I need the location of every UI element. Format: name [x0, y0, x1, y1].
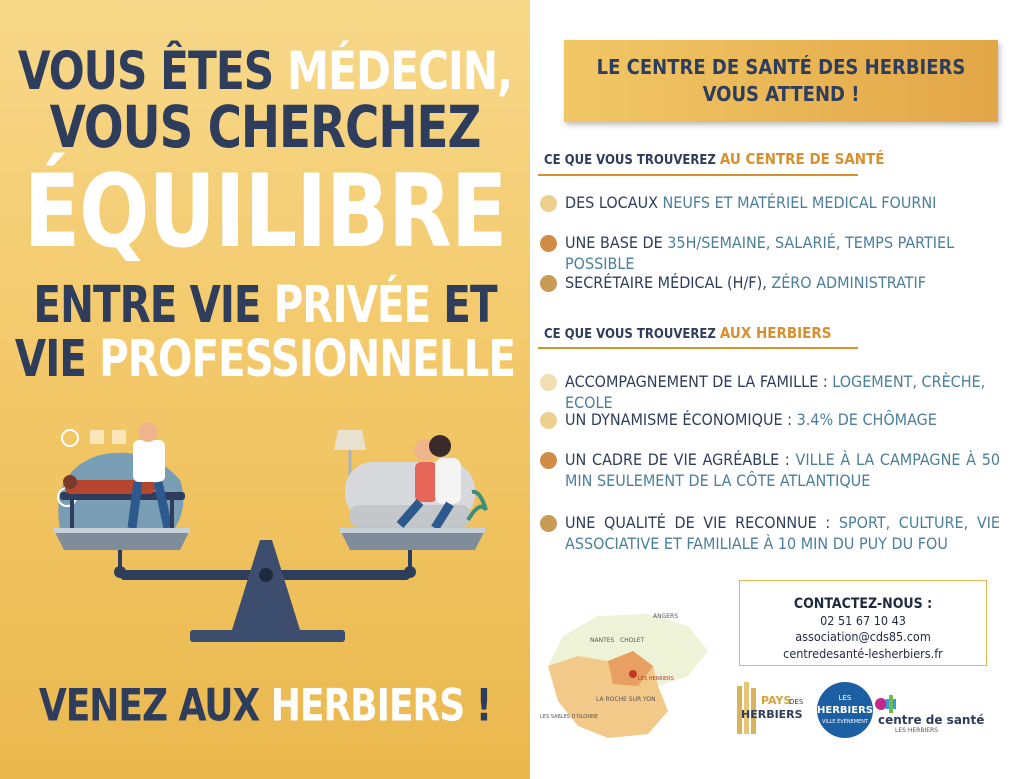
- item-value: ZÉRO ADMINISTRATIF: [771, 273, 926, 292]
- section-title-herbiers: [544, 324, 832, 342]
- headline-highlight: MÉDECIN,: [286, 40, 513, 103]
- les-herbiers-ville-logo: [817, 682, 873, 738]
- item-value: LOGEMENT, CRÈCHE, ECOLE: [565, 372, 986, 412]
- map-label: LES HERBIERS: [638, 676, 674, 682]
- banner-line-1: LE CENTRE DE SANTÉ DES HERBIERS: [596, 55, 966, 79]
- bullet-dot: [540, 515, 557, 532]
- item-label: SECRÉTAIRE MÉDICAL (H/F),: [565, 273, 772, 292]
- headline-text: VOUS ÊTES: [17, 40, 287, 103]
- cta-text: VENEZ AUX: [38, 680, 271, 732]
- bullet-dot: [540, 235, 557, 252]
- list-item: [540, 410, 1000, 431]
- section-title-text: CE QUE VOUS TROUVEREZ: [544, 327, 720, 342]
- bullet-dot: [540, 374, 557, 391]
- call-to-action: [0, 680, 530, 732]
- headline-line-2: VOUS CHERCHEZ: [49, 94, 481, 162]
- cta-highlight: HERBIERS: [270, 680, 465, 732]
- logo-text: PAYS: [761, 694, 792, 707]
- headline-line-4: [0, 274, 530, 335]
- banner: [564, 40, 998, 122]
- map-label: ANGERS: [653, 613, 679, 620]
- contact-phone[interactable]: 02 51 67 10 43: [820, 613, 906, 629]
- logo-text: LES: [838, 694, 852, 702]
- list-item: [540, 513, 1000, 555]
- item-label: ACCOMPAGNEMENT DE LA FAMILLE :: [565, 372, 833, 391]
- logo-text: LES HERBIERS: [895, 727, 938, 734]
- headline-line-1: [0, 40, 530, 103]
- contact-email[interactable]: association@cds85.com: [795, 629, 931, 645]
- contact-box: [739, 580, 987, 666]
- item-value: 35H/SEMAINE, SALARIÉ, TEMPS PARTIEL POSSIBLE: [565, 233, 955, 273]
- partner-logos: [735, 680, 995, 746]
- section-title-centre: [544, 150, 884, 168]
- section-underline: [538, 347, 858, 349]
- headline-text: ET: [430, 274, 497, 335]
- logo-text: HERBIERS: [741, 708, 803, 721]
- list-item: [540, 450, 1000, 492]
- map-label: NANTES: [590, 637, 615, 644]
- list-item: [540, 193, 1000, 214]
- section-title-text: CE QUE VOUS TROUVEREZ: [544, 153, 720, 168]
- bullet-dot: [540, 412, 557, 429]
- item-label: UN DYNAMISME ÉCONOMIQUE :: [565, 410, 797, 429]
- centre-de-sante-logo: [875, 695, 984, 734]
- map-label: LES SABLES D'OLONNE: [540, 714, 598, 720]
- bullet-dot: [540, 452, 557, 469]
- cta-text: !: [464, 680, 492, 732]
- map-label: LA ROCHE SUR YON: [596, 696, 656, 703]
- section-title-accent: AUX HERBIERS: [719, 324, 832, 342]
- headline-highlight: PROFESSIONNELLE: [99, 328, 516, 389]
- map-label: CHOLET: [620, 637, 645, 644]
- contact-title: CONTACTEZ-NOUS :: [793, 596, 933, 612]
- logo-text: centre de santé: [878, 713, 985, 727]
- balance-illustration: [40, 410, 490, 650]
- item-label: UNE QUALITÉ DE VIE RECONNUE :: [565, 513, 839, 532]
- headline-text: ENTRE VIE: [33, 274, 274, 335]
- region-map: [538, 606, 728, 746]
- item-label: UN CADRE DE VIE AGRÉABLE :: [565, 450, 796, 469]
- list-item: [540, 273, 1000, 294]
- logo-text: DES: [789, 698, 804, 706]
- bullet-dot: [540, 195, 557, 212]
- item-label: DES LOCAUX: [565, 193, 663, 212]
- item-value: NEUFS ET MATÉRIEL MEDICAL FOURNI: [662, 193, 937, 212]
- section-title-accent: AU CENTRE DE SANTÉ: [719, 150, 885, 168]
- item-value: 3.4% DE CHÔMAGE: [796, 410, 937, 429]
- headline-line-5: [0, 328, 530, 389]
- pays-des-herbiers-logo: [737, 682, 804, 734]
- headline-text: VIE: [14, 328, 100, 389]
- logo-text: VILLE ÉVÉNEMENT: [821, 719, 869, 725]
- section-underline: [538, 174, 858, 176]
- headline-equilibre: ÉQUILIBRE: [23, 152, 507, 271]
- list-item: [540, 233, 1000, 275]
- banner-line-2: VOUS ATTEND !: [702, 82, 860, 106]
- item-label: UNE BASE DE: [565, 233, 668, 252]
- item-value: VILLE À LA CAMPAGNE À 50 MIN SEULEMENT DE LA CÔTE ATLANTIQUE: [565, 450, 1001, 490]
- item-value: SPORT, CULTURE, VIE ASSOCIATIVE ET FAMILIALE À 10 MIN DU PUY DU FOU: [565, 513, 1000, 553]
- headline-highlight: PRIVÉE: [273, 274, 431, 335]
- list-item: [540, 372, 1000, 414]
- logo-text: HERBIERS: [817, 705, 873, 716]
- contact-website[interactable]: centredesanté-lesherbiers.fr: [783, 645, 943, 661]
- bullet-dot: [540, 275, 557, 292]
